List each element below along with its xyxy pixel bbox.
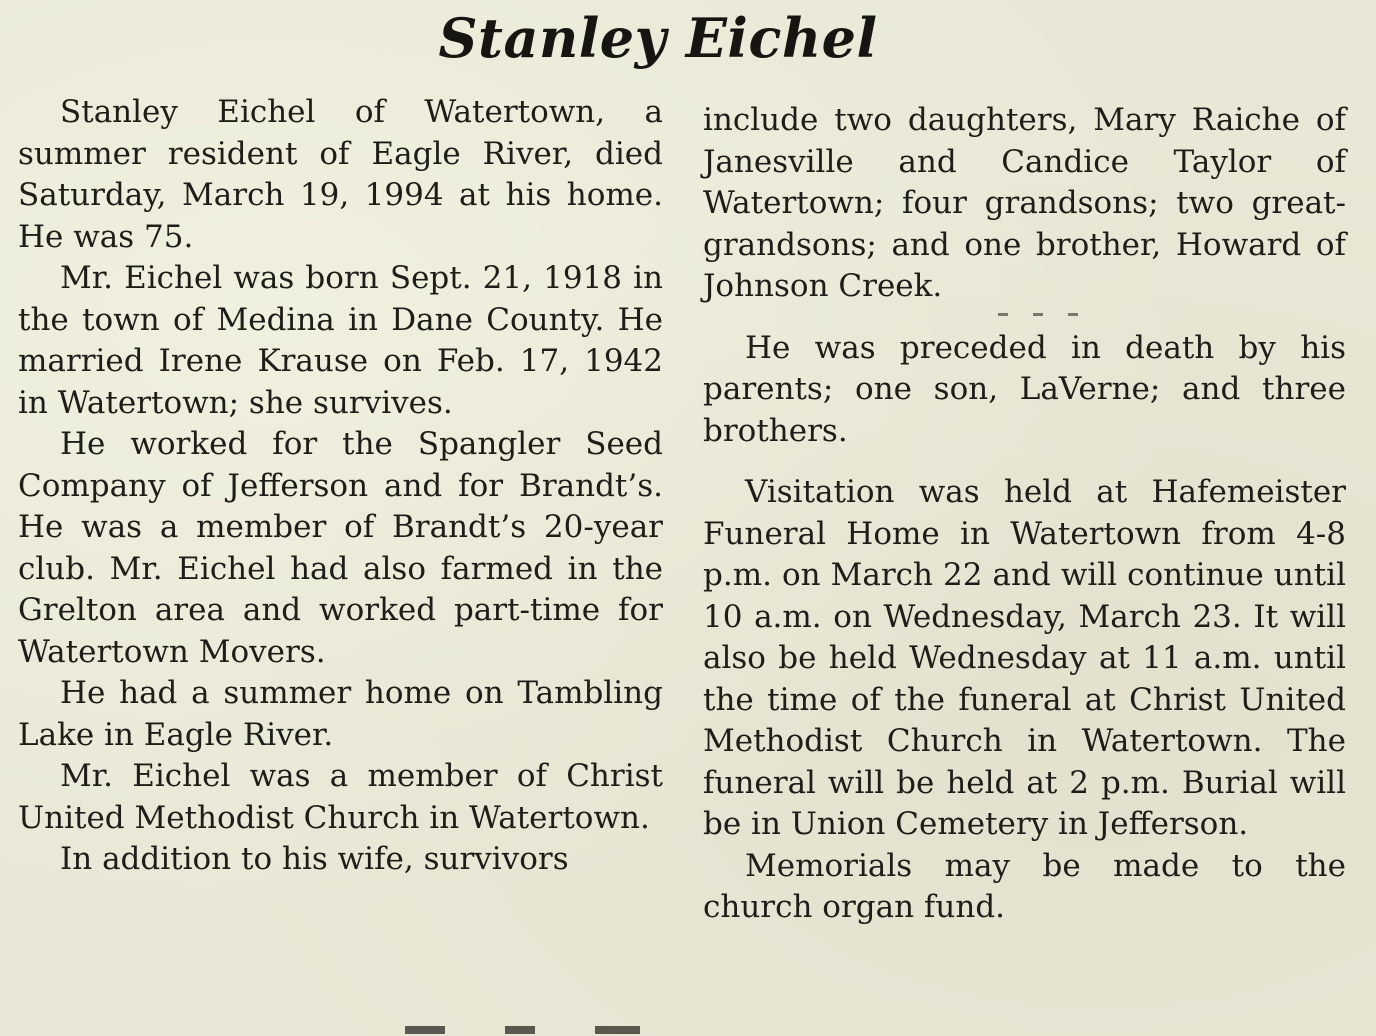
paragraph-church-membership: Mr. Eichel was a member of Christ United Methodist Church in Watertown. <box>18 758 663 836</box>
paragraph-survivors-continued: include two daughters, Mary Raiche of Janesville and Candice Taylor of Watertown; four grandsons; two great-grandsons; and one brother, Howard of Johnson Creek. <box>703 102 1346 304</box>
section-separator-dashes <box>998 313 1078 317</box>
paragraph-visitation-funeral: Visitation was held at Hafemeister Funeral Home in Watertown from 4-8 p.m. on March 22 and will continue until 10 a.m. on Wednesday, March 23. It will also be held Wednesday at 11 a.m. until the time of the funeral at Christ United Methodist Church in Watertown. The funeral will be held at 2 p.m. Burial will be in Union Cemetery in Jefferson. <box>703 474 1346 842</box>
right-column <box>703 100 1346 929</box>
left-column <box>18 92 663 881</box>
paragraph-summer-home: He had a summer home on Tambling Lake in Eagle River. <box>18 675 663 753</box>
paragraph-birth-marriage: Mr. Eichel was born Sept. 21, 1918 in the town of Medina in Dane County. He married Irene Krause on Feb. 17, 1942 in Watertown; she survives. <box>18 260 663 421</box>
paragraph-memorials: Memorials may be made to the church organ fund. <box>703 847 1346 925</box>
cut-off-next-headline <box>405 1026 1005 1036</box>
paragraph-survivors-start: In addition to his wife, survivors <box>60 841 569 877</box>
obituary-headline: Stanley Eichel <box>438 6 878 70</box>
paragraph-preceded-in-death: He was preceded in death by his parents; one son, LaVerne; and three brothers. <box>703 329 1346 449</box>
paragraph-work: He worked for the Spangler Seed Company of Jefferson and for Brandt’s. He was a member of Brandt’s 20-year club. Mr. Eichel had also farmed in the Grelton area and worked part-time for Watertown Movers. <box>18 426 663 670</box>
paragraph-death-notice: Stanley Eichel of Watertown, a summer resident of Eagle River, died Saturday, March 19, 1994 at his home. He was 75. <box>18 94 663 255</box>
